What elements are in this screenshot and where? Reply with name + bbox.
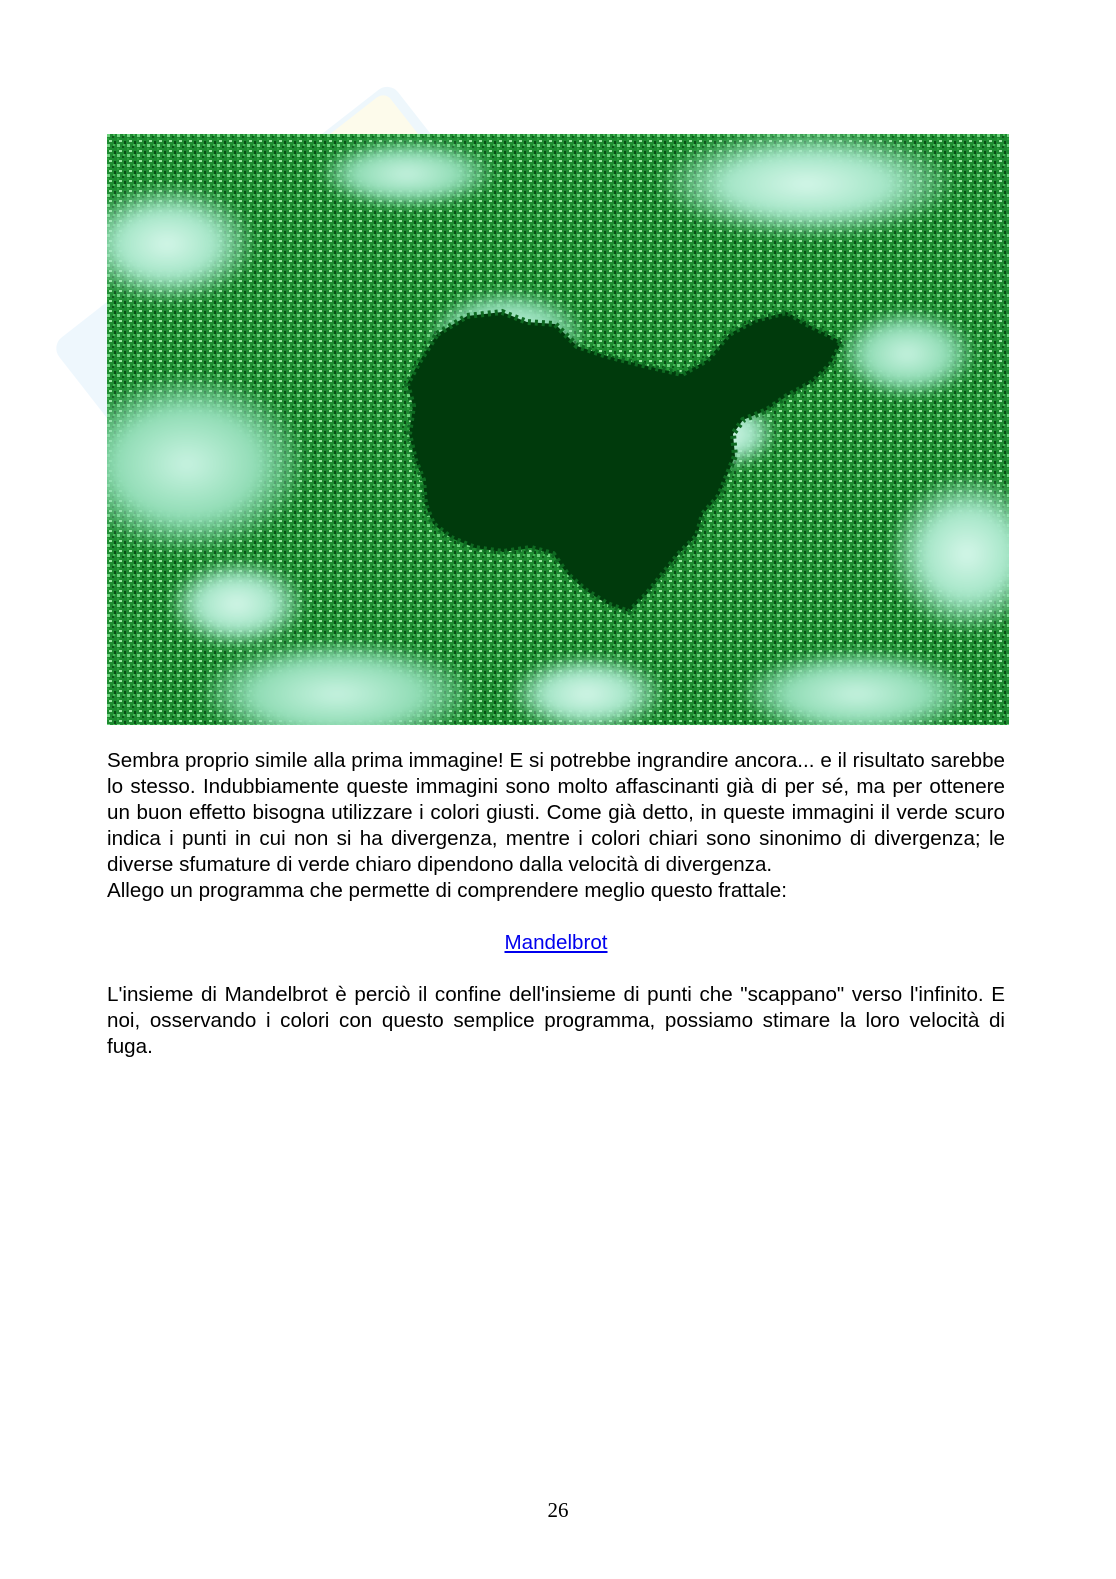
mandelbrot-fractal-image: [107, 134, 1009, 725]
paragraph-2: Allego un programma che permette di comprendere meglio questo frattale:: [107, 879, 787, 902]
mandelbrot-link[interactable]: Mandelbrot: [504, 931, 608, 954]
page-number: 26: [547, 1498, 569, 1522]
body-text: [107, 748, 1005, 1060]
paragraph-1: Sembra proprio simile alla prima immagine! E si potrebbe ingrandire ancora... e il risultato sarebbe lo stesso. Indubbiamente queste immagini sono molto affascinanti già di per sé, ma per ottenere un buon effetto bisogna utilizzare i colori giusti. Come già detto, in queste immagini il verde scuro indica i punti in cui non si ha divergenza, mentre i colori chiari sono sinonimo di divergenza; le diverse sfumature di verde chiaro dipendono dalla velocità di divergenza.: [107, 749, 1005, 876]
link-line: [107, 930, 1005, 956]
paragraph-3: L'insieme di Mandelbrot è perciò il confine dell'insieme di punti che "scappano" verso l'infinito. E noi, osservando i colori con questo semplice programma, possiamo stimare la loro velocità di fuga.: [107, 983, 1005, 1058]
